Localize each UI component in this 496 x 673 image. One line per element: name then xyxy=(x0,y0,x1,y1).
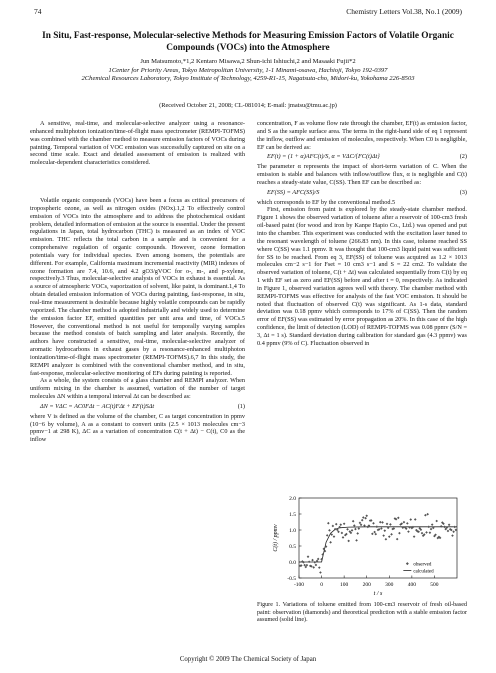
equation-1 xyxy=(30,401,245,413)
observed-point xyxy=(347,540,350,543)
observed-point xyxy=(379,521,382,524)
observed-point xyxy=(330,533,333,536)
observed-point xyxy=(362,516,365,519)
y-tick-label: 0.0 xyxy=(289,560,296,566)
observed-point xyxy=(383,529,386,532)
page-number: 74 xyxy=(34,7,42,16)
y-tick-label: 1.5 xyxy=(289,512,296,518)
observed-point xyxy=(356,532,359,535)
observed-point xyxy=(443,526,446,529)
observed-point xyxy=(448,523,451,526)
observed-point xyxy=(427,525,430,528)
affiliation-2: 2Chemical Resources Laboratory, Tokyo Institute of Technology, 4259-R1-15, Nagatsuta-cho, Midori-ku, Yokohama 226-8503 xyxy=(81,75,415,83)
x-axis-label: t / s xyxy=(373,591,383,597)
observed-point xyxy=(335,523,338,526)
toluene-chart xyxy=(257,490,467,602)
observed-point xyxy=(426,513,429,516)
y-tick-label: 2.0 xyxy=(289,496,296,502)
observed-point xyxy=(409,518,412,521)
figure-1 xyxy=(257,490,467,612)
observed-point xyxy=(429,531,432,534)
y-tick-label: 0.5 xyxy=(289,544,296,550)
observed-point xyxy=(327,522,330,525)
equation-expression: EF(SS) = AFC(SS)/S xyxy=(267,188,320,196)
x-tick-label: 100 xyxy=(340,582,349,588)
journal-header: Chemistry Letters Vol.38, No.1 (2009) xyxy=(346,7,462,16)
right-column xyxy=(257,120,467,490)
observed-point xyxy=(329,541,332,544)
observed-point xyxy=(406,522,409,525)
observed-point xyxy=(326,534,329,537)
observed-point xyxy=(355,539,358,542)
left-column xyxy=(30,197,245,637)
observed-point xyxy=(435,520,438,523)
observed-point xyxy=(396,538,399,541)
figure-caption: Figure 1. Variations of toluene emitted from 100-cm3 reservoir of fresh oil-based paint: observation (diamonds) and theoretical prediction with a stable emission factor assumed (solid line). xyxy=(257,602,467,624)
observed-point xyxy=(314,561,317,564)
equation-3 xyxy=(257,187,467,199)
observed-point xyxy=(328,529,331,532)
observed-point xyxy=(403,521,406,524)
paragraph: Volatile organic compounds (VOCs) have been a focus as critical precursors of tropospheric ozone, as well as nitrogen oxides (NOx).1,2 To effectively control emission of VOCs into the atmosphere and to address the photochemical oxidant problem, detailed information of emission at the source is essential. Under the present regulations in Japan, total hydrocarbon (THC) is measured as an index of VOC emission. THC reflects the total carbon in a sample and is convenient for a comprehensive regulation of organic compounds. However, ozone formation potentials vary for individual species. Even among isomers, the potentials are different. For example, California maximum incremental reactivity (MIR) indexes of ozone formation are 7.4, 10.6, and 4.2 gO3/gVOC for o-, m-, and p-xylene, respectively.3 Thus, molecular-selective analysis of VOCs in exhaust is essential. As a source of atmospheric VOCs, vaporization of solvent, like paint, is dominant.1,4 To obtain detailed emission information of VOCs during painting, fast-response, in situ, real-time measurement is desirable because highly volatile compounds can be rapidly vaporized. The chamber method is adopted industrially and widely used to determine the emission factor EF, emitted quantities per unit area and time, of VOCs.5 However, the conventional method is not useful for temporally varying samples because the method consists of batch sampling and later analysis. Recently, the authors have constructed a sensitive, real-time, molecular-selective analyzer of aromatic hydrocarbons in exhaust gases by a resonance-enhanced multiphoton ionization/time-of-flight mass spectrometer (REMPI-TOFMS).6,7 In this study, the REMPI analyzer is combined with the conventional chamber method, and in situ, fast-response, molecular-selective monitoring of EFs during painting is reported. xyxy=(30,197,245,377)
y-axis-label: C(t) / ppmv xyxy=(273,524,279,552)
observed-point xyxy=(308,560,311,563)
observed-point xyxy=(380,527,383,530)
received-line: (Received October 21, 2008; CL-081014; E-mail: jmatsu@tmu.ac.jp) xyxy=(159,102,337,109)
legend-observed-label: observed xyxy=(413,562,432,568)
observed-point xyxy=(390,533,393,536)
observed-point xyxy=(352,520,355,523)
observed-point xyxy=(315,564,318,567)
abstract: A sensitive, real-time, and molecular-selective analyzer using a resonance-enhanced multiphoton ionization/time-of-flight mass spectrometer (REMPI-TOFMS) was combined with the chamber method to measure emission factors of VOCs during painting. Temporal variation of VOC emission was successfully captured on site on a second time scale. Exact and detailed assessment of emission is realized with molecular-dependent characteristics considered. xyxy=(30,120,245,167)
author-block xyxy=(40,58,456,84)
observed-point xyxy=(342,536,345,539)
equation-expression: ΔN = VΔC = AC0FΔt − AC(t)FΔt + EF(t)SΔt xyxy=(40,402,155,410)
observed-point xyxy=(358,527,361,530)
x-tick-label: 300 xyxy=(385,582,394,588)
observed-point xyxy=(364,517,367,520)
plot-frame xyxy=(299,498,457,578)
legend-calculated-label: calculated xyxy=(413,569,434,575)
x-tick-label: 400 xyxy=(407,582,416,588)
x-tick-label: 500 xyxy=(430,582,439,588)
x-tick-label: 200 xyxy=(362,582,371,588)
observed-point xyxy=(319,571,322,574)
observed-point xyxy=(397,517,400,520)
observed-point xyxy=(307,555,310,558)
author-list: Jun Matsumoto,*1,2 Kentaro Misawa,2 Shun-ichi Ishiuchi,2 and Masaaki Fujii*2 xyxy=(140,58,356,65)
observed-point xyxy=(363,524,366,527)
observed-point xyxy=(341,532,344,535)
paragraph: concentration, F as volume flow rate through the chamber, EF(t) as emission factor, and S as the sample surface area. The terms in the right-hand side of eq 1 represent the inflow, outflow and emission of molecules, respectively. When C0 is negligible, EF can be derived as: xyxy=(257,120,467,151)
observed-point xyxy=(381,521,384,524)
equation-number: (1) xyxy=(237,402,245,410)
calculated-line xyxy=(299,527,457,562)
observed-point xyxy=(333,535,336,538)
observed-point xyxy=(376,525,379,528)
observed-point xyxy=(453,526,456,529)
observed-point xyxy=(373,531,376,534)
observed-point xyxy=(398,532,401,535)
article-title: In Situ, Fast-response, Molecular-selective Methods for Measuring Emission Factors of Volatile Organic Compounds (VOCs) into the Atmosphere xyxy=(42,31,454,53)
observed-point xyxy=(389,523,392,526)
observed-point xyxy=(361,519,364,522)
paragraph: which corresponds to EF by the conventional method.5 xyxy=(257,198,396,206)
affiliation-1: 1Center for Priority Areas, Tokyo Metropolitan University, 1-1 Minami-osawa, Hachioji, Tokyo 192-0397 xyxy=(108,66,388,74)
observed-point xyxy=(440,525,443,528)
observed-point xyxy=(447,530,450,533)
observed-point xyxy=(339,523,342,526)
paragraph: As a whole, the system consists of a glass chamber and REMPI analyzer. When uniform mixing in the chamber is assumed, variation of the number of target molecules ΔN within a temporal interval Δt can be described as: xyxy=(30,377,245,401)
observed-point xyxy=(451,534,454,537)
copyright-footer: Copyright © 2009 The Chemical Society of Japan xyxy=(179,656,317,663)
observed-point xyxy=(351,529,354,532)
y-tick-label: 1.0 xyxy=(289,528,296,534)
observed-point xyxy=(407,530,410,533)
observed-point xyxy=(318,566,321,569)
observed-point xyxy=(388,535,391,538)
observed-point xyxy=(430,528,433,531)
observed-point xyxy=(421,532,424,535)
observed-point xyxy=(414,518,417,521)
observed-point xyxy=(354,528,357,531)
equation-expression: EF(t) = (1 + α)AFC(t)/S, α = VΔC/{FC(t)Δt} xyxy=(267,153,380,161)
observed-point xyxy=(343,522,346,525)
x-tick-label: 0 xyxy=(320,582,323,588)
observed-point xyxy=(365,515,368,518)
y-tick-label: -0.5 xyxy=(287,576,296,582)
paragraph: The parameter α represents the impact of short-term variation of C. When the emission is stable and balances with inflow/outflow flux, α is negligible and C(t) reaches a steady-state value, C(SS). Then EF can be described as: xyxy=(257,163,467,186)
observed-point xyxy=(386,523,389,526)
equation-number: (3) xyxy=(459,188,467,196)
observed-point xyxy=(413,535,416,538)
observed-point xyxy=(385,538,388,541)
legend-observed-marker xyxy=(406,562,409,565)
observed-point xyxy=(382,534,385,537)
equation-number: (2) xyxy=(459,153,467,161)
observed-point xyxy=(312,566,315,569)
observed-point xyxy=(311,559,314,562)
observed-point xyxy=(431,523,434,526)
observed-point xyxy=(332,525,335,528)
observed-point xyxy=(346,528,349,531)
paragraph: First, emission from paint is explored by the steady-state chamber method. Figure 1 shows the observed variation of toluene after a reservoir of 100-cm3 fresh oil-based paint (for wood and iron by Kanpe Hapio Co., Ltd.) was opened and put into the chamber. This experiment was conducted with the excitation laser tuned to the resonant wavelength of toluene (266.83 nm). In this case, toluene reached SS where C(SS) was 1.1 ppmv. It was thought that 100-cm3 liquid paint was sufficient for SS to be reached. From eq 3, EF(SS) of toluene was acquired as 1.2 × 1013 molecules cm−2 s−1 for Fset = 10 cm3 s−1 and S = 22 cm2. To validate the observed variation of toluene, C(t + Δt) was calculated sequentially from C(t) by eq 1 with EF set as zero and EF(SS) before and after t = 0, respectively. As indicated in Figure 1, observed variation agrees well with theory. The chamber method with REMPI-TOFMS was effective for analysis of the fast VOC emission. It should be noted that fluctuation of observed C(t) was significant. As 1-s data, standard deviation was 0.18 ppmv which corresponds to 17% of C(SS). Then the random error of EF(SS) was estimated by error propagation as 20%. In this case of the high confidence, the limit of detection (LOD) of REMPI-TOFMS was 0.08 ppmv (S/N = 3, Δt = 1 s). Standard deviation during calibration for standard gas (4.3 ppmv) was 0.4 ppmv (9% of C). Fluctuation observed in xyxy=(257,206,467,347)
x-tick-label: -100 xyxy=(293,582,305,588)
observed-point xyxy=(452,530,455,533)
observed-point xyxy=(374,533,377,536)
observed-point xyxy=(371,533,374,536)
observed-point xyxy=(425,531,428,534)
equation-2 xyxy=(257,151,467,163)
observed-point xyxy=(353,524,356,527)
paragraph: where V is defined as the volume of the chamber, C as target concentration in ppmv (10−6 by volume), A as a constant to convert units (2.5 × 1013 molecules cm−3 ppmv−1 at 298 K), ΔC as a variation of concentration C(t + Δt) − C(t), C0 as the inflow xyxy=(30,412,245,444)
observed-point xyxy=(424,514,427,517)
observed-point xyxy=(372,522,375,525)
